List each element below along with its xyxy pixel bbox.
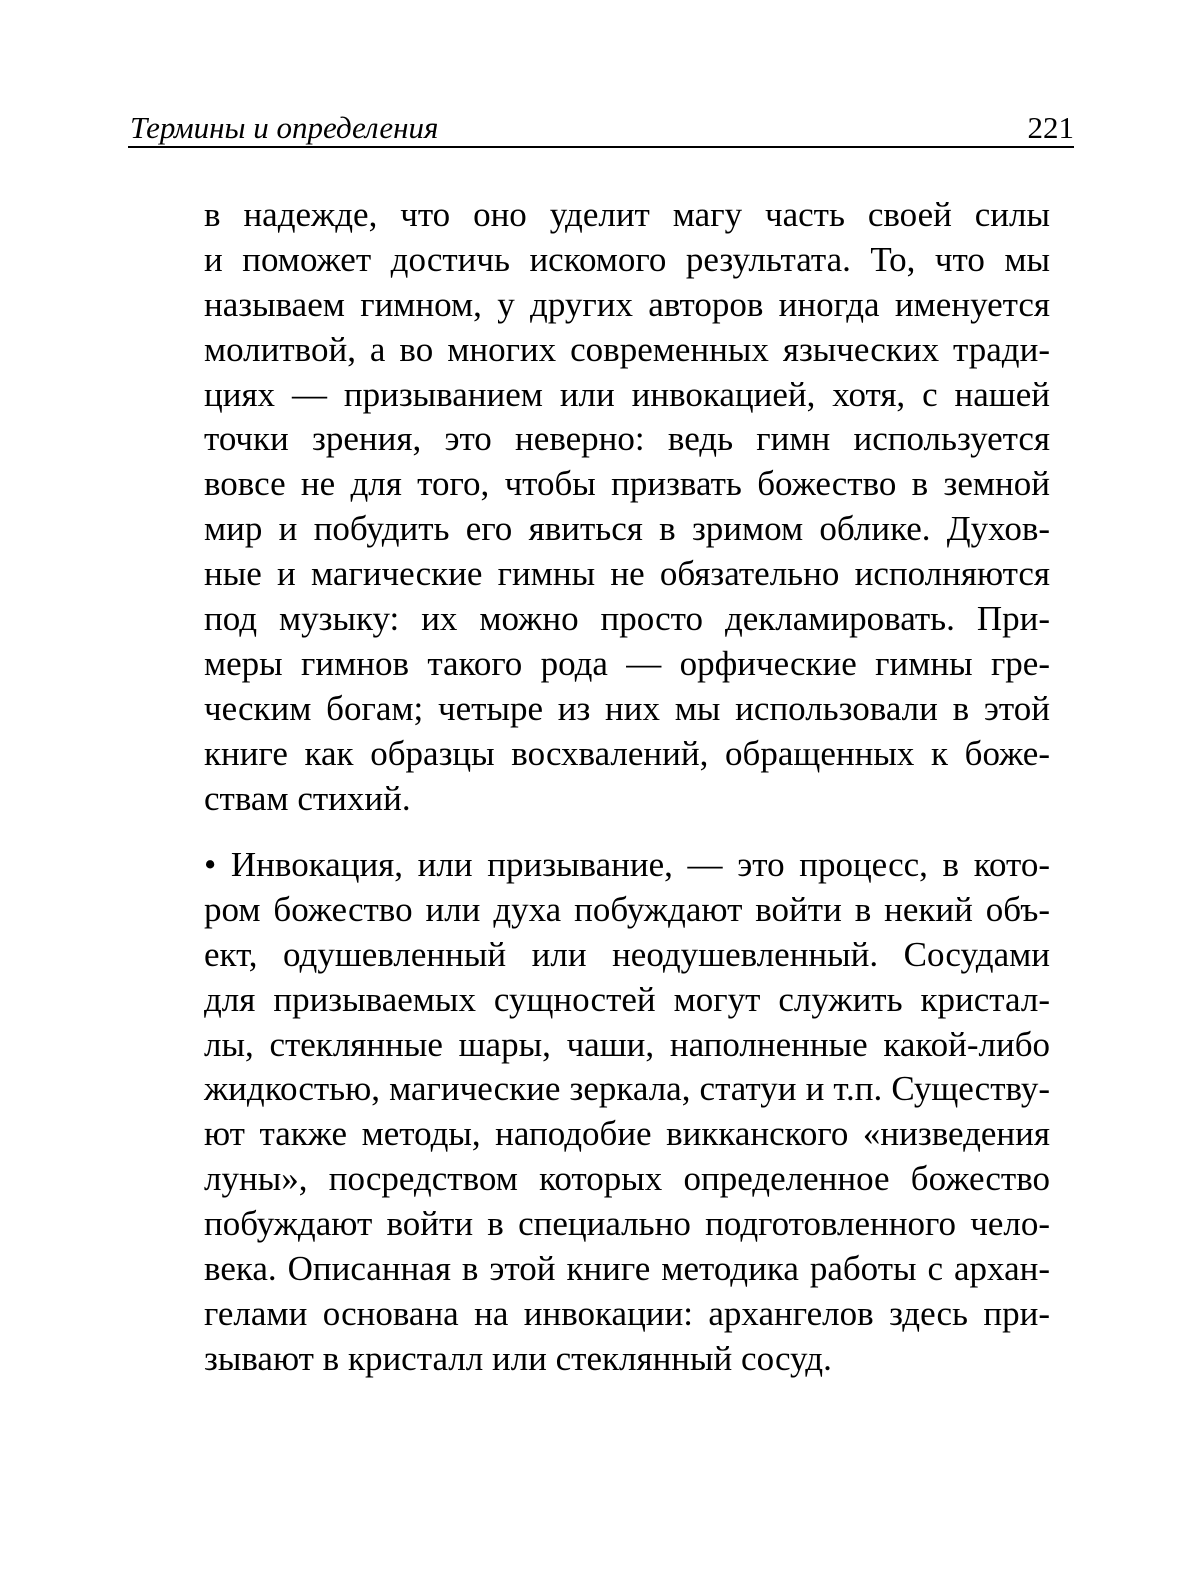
text-line: для призываемых сущностей могут служить кристал- [204,979,1050,1019]
text-line: ром божество или духа побуждают войти в некий объ- [204,889,1050,929]
text-line: вовсе не для того, чтобы призвать божество в земной [204,464,1050,504]
text-line: точки зрения, это неверно: ведь гимн используется [204,419,1050,459]
text-line: жидкостью, магические зеркала, статуи и т.п. Существу- [204,1069,1050,1109]
text-line: мир и побудить его явиться в зримом облике. Духов- [204,509,1050,549]
text-line: молитвой, а во многих современных языческих тради- [204,329,1050,369]
text-line: под музыку: их можно просто декламировать. При- [204,599,1050,639]
text-line: лы, стеклянные шары, чаши, наполненные какой-либо [204,1024,1050,1064]
text-line: • Инвокация, или призывание, — это процесс, в кото- [204,845,1050,884]
text-line: луны», посредством которых определенное божество [204,1159,1050,1199]
text-line: ные и магические гимны не обязательно исполняются [204,554,1050,594]
text-line: века. Описанная в этой книге методика работы с архан- [204,1249,1050,1289]
text-line: в надежде, что оно уделит магу часть своей силы [204,195,1050,234]
running-header [128,104,1074,148]
header-title: Термины и определения [130,110,439,145]
text-line: ект, одушевленный или неодушевленный. Сосудами [204,934,1050,974]
text-line: книге как образцы восхвалений, обращенных к боже- [204,733,1050,773]
text-line: гелами основана на инвокации: архангелов здесь при- [204,1293,1050,1333]
text-line: зывают в кристалл или стеклянный сосуд. [204,1338,832,1378]
text-line: побуждают войти в специально подготовленного чело- [204,1204,1050,1244]
text-line: ствам стихий. [204,778,411,818]
text-line: и поможет достичь искомого результата. То, что мы [204,239,1050,279]
page-number: 221 [1027,110,1074,145]
text-line: называем гимном, у других авторов иногда именуется [204,284,1050,324]
text-line: ческим богам; четыре из них мы использовали в этой [204,688,1050,728]
paragraph-hymn-continuation [204,193,1050,821]
text-line: ют также методы, наподобие викканского «низведения [204,1114,1050,1154]
text-line: меры гимнов такого рода — орфические гимны гре- [204,643,1050,683]
paragraph-invocation [204,843,1050,1382]
text-line: циях — призыванием или инвокацией, хотя, с нашей [204,374,1050,414]
